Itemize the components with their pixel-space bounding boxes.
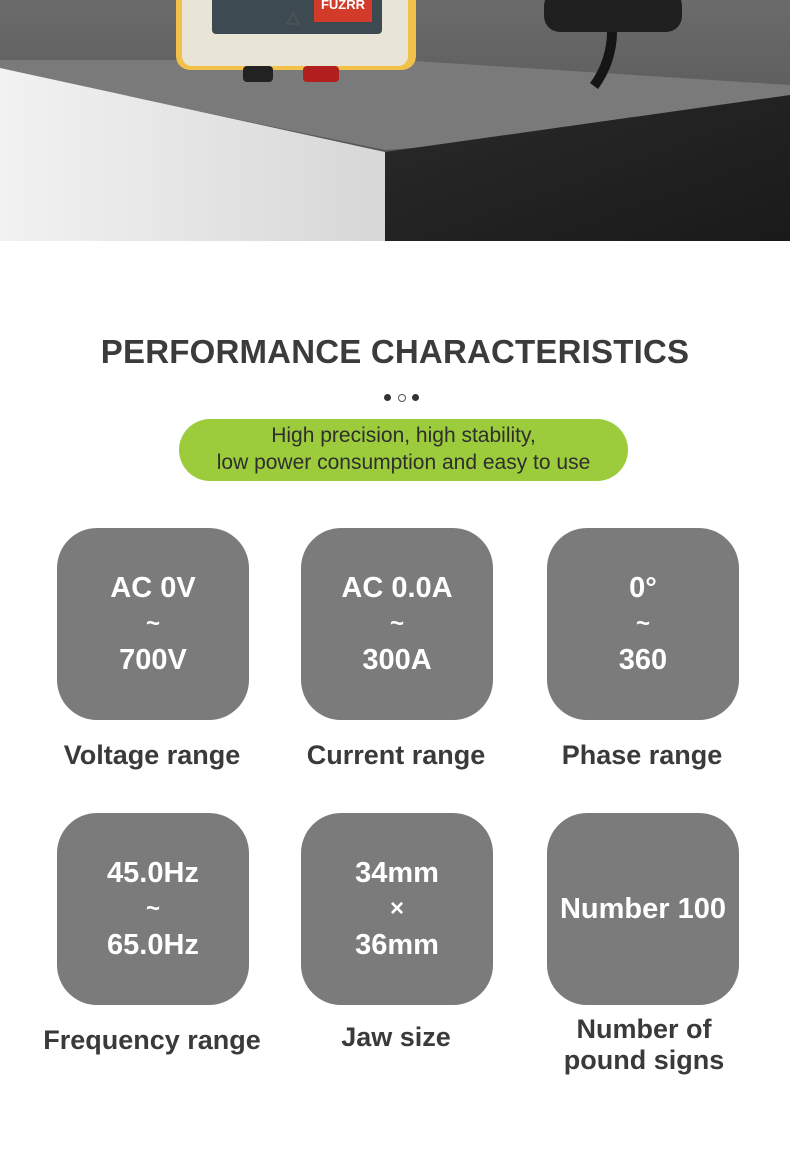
- feature-pill: [179, 419, 628, 481]
- spec-separator: ~: [635, 610, 650, 637]
- spec-value-top: AC 0V: [110, 572, 196, 604]
- dot-hollow-icon: [398, 394, 406, 402]
- spec-label-pound-signs: [514, 1014, 774, 1076]
- spec-value-top: 45.0Hz: [107, 857, 199, 889]
- spec-separator: ~: [145, 895, 160, 922]
- hero-illustration: [0, 0, 790, 241]
- spec-value-bottom: 700V: [119, 644, 187, 676]
- spec-value-bottom: 36mm: [355, 929, 439, 961]
- spec-label-phase: Phase range: [561, 740, 723, 770]
- brand-logo-text: FUZRR: [320, 0, 366, 12]
- spec-tile-jaw: [301, 813, 493, 1005]
- spec-separator: ~: [389, 610, 404, 637]
- spec-value-bottom: 360: [618, 644, 668, 676]
- spec-tile-frequency: [57, 813, 249, 1005]
- spec-value-top: 0°: [629, 572, 657, 604]
- spec-tile-current: [301, 528, 493, 720]
- spec-label-voltage: Voltage range: [63, 740, 241, 770]
- spec-label-current: Current range: [306, 740, 486, 770]
- spec-value-top: Number 100: [559, 893, 726, 925]
- spec-tile-voltage: [57, 528, 249, 720]
- dot-icon: [412, 394, 419, 401]
- pill-line-1: High precision, high stability,: [271, 424, 536, 447]
- spec-tile-pound-signs: [547, 813, 739, 1005]
- spec-separator: ~: [145, 610, 160, 637]
- spec-value-top: 34mm: [355, 857, 439, 889]
- spec-value-bottom: 300A: [362, 644, 432, 676]
- spec-tile-phase: [547, 528, 739, 720]
- spec-value-top: AC 0.0A: [341, 572, 453, 604]
- spec-label-line-1: Number of: [576, 1014, 712, 1044]
- spec-label-line-2: pound signs: [563, 1045, 725, 1075]
- hero-photo: [0, 0, 790, 241]
- spec-label-jaw: Jaw size: [341, 1022, 451, 1052]
- divider-dots: [384, 393, 424, 403]
- section-title: PERFORMANCE CHARACTERISTICS: [100, 333, 690, 370]
- spec-value-bottom: 65.0Hz: [107, 929, 199, 961]
- spec-separator: ×: [389, 895, 404, 922]
- spec-label-frequency: Frequency range: [43, 1025, 261, 1055]
- pill-line-2: low power consumption and easy to use: [216, 451, 591, 474]
- dot-icon: [384, 394, 391, 401]
